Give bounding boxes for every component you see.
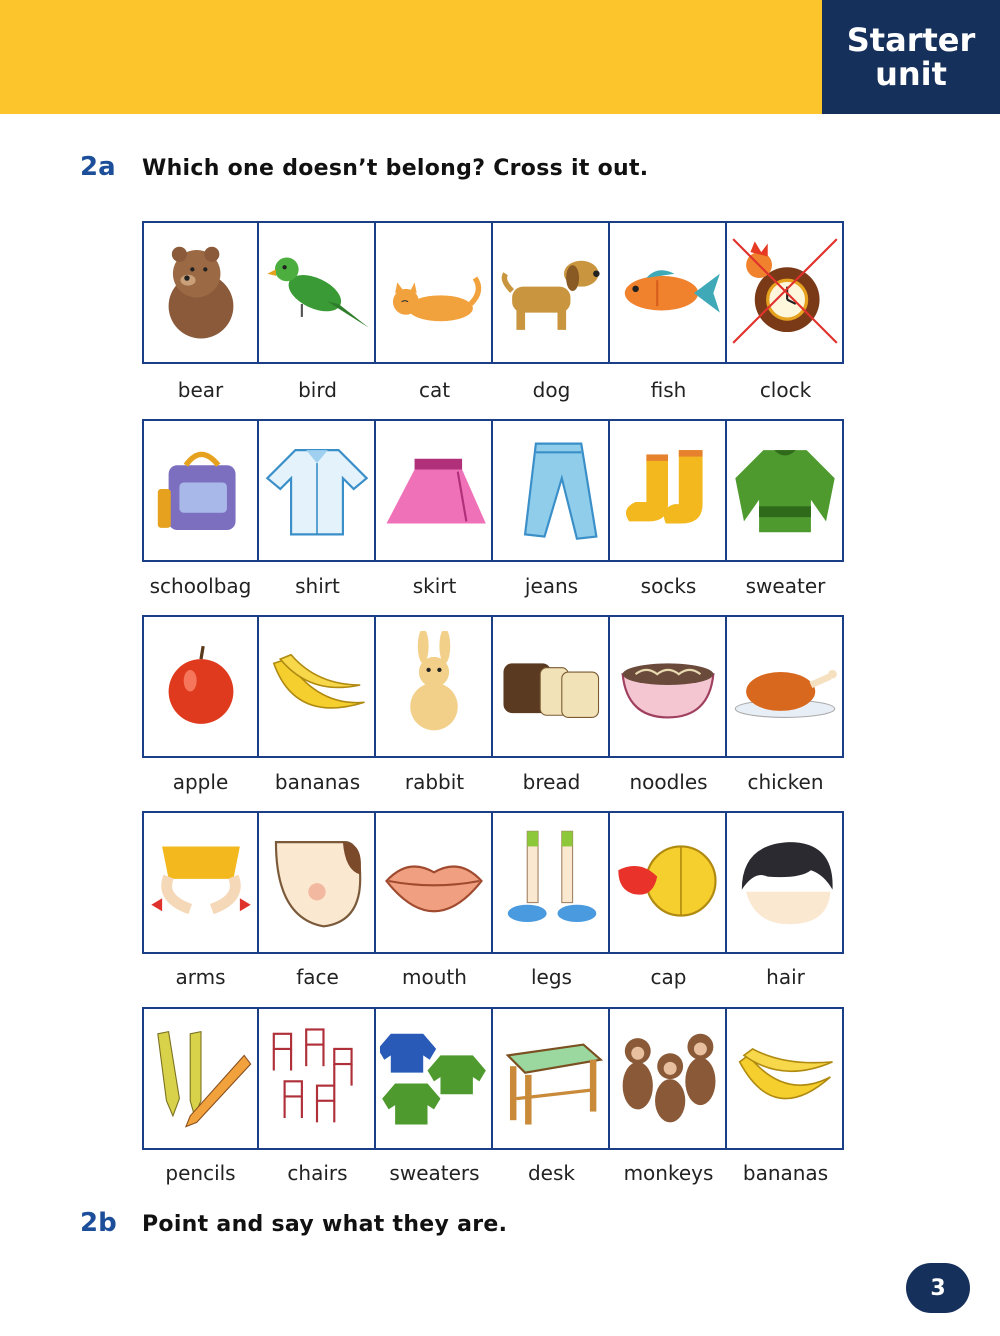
skirt-icon — [380, 435, 488, 547]
picture-row-5 — [142, 1007, 844, 1150]
picture-cell[interactable] — [259, 419, 376, 562]
picture-row-3 — [142, 615, 844, 758]
picture-label: clock — [759, 378, 812, 402]
chicken-icon — [731, 631, 839, 743]
noodles-icon — [614, 631, 722, 743]
sweaters-icon — [380, 1023, 488, 1135]
unit-title: Starter — [846, 21, 976, 59]
picture-label: fish — [650, 378, 687, 402]
desk-icon — [497, 1023, 605, 1135]
picture-label: jeans — [524, 574, 579, 598]
socks-icon — [614, 435, 722, 547]
picture-label: cat — [418, 378, 451, 402]
picture-cell[interactable] — [142, 221, 259, 364]
label-row-5 — [142, 1161, 844, 1185]
exercise-instruction: Which one doesn’t belong? Cross it out. — [142, 156, 649, 181]
picture-cell[interactable] — [727, 1007, 844, 1150]
schoolbag-icon — [147, 435, 255, 547]
picture-cell[interactable] — [610, 615, 727, 758]
picture-label: desk — [527, 1161, 575, 1185]
picture-cell[interactable] — [142, 811, 259, 954]
picture-label: socks — [640, 574, 697, 598]
label-row-2 — [142, 574, 844, 598]
picture-label: bananas — [742, 1161, 829, 1185]
picture-cell[interactable] — [610, 419, 727, 562]
unit-subtitle: unit — [875, 55, 947, 93]
bananas-icon — [731, 1023, 839, 1135]
picture-cell[interactable] — [610, 811, 727, 954]
picture-cell[interactable] — [376, 615, 493, 758]
picture-label: shirt — [295, 574, 340, 598]
label-row-4 — [142, 965, 844, 989]
picture-label: dog — [532, 378, 571, 402]
picture-cell[interactable] — [727, 221, 844, 364]
picture-label: face — [296, 965, 339, 989]
picture-label: bird — [298, 378, 337, 402]
picture-cell[interactable] — [259, 615, 376, 758]
picture-row-4 — [142, 811, 844, 954]
sweater-icon — [731, 435, 839, 547]
bird-icon — [263, 237, 371, 349]
shirt-icon — [263, 435, 371, 547]
monkeys-icon — [614, 1023, 722, 1135]
page-number: 3 — [906, 1263, 970, 1313]
arms-icon — [147, 827, 255, 939]
exercise-instruction: Point and say what they are. — [142, 1212, 508, 1237]
picture-cell[interactable] — [259, 811, 376, 954]
hair-icon — [731, 827, 839, 939]
exercise-2a-heading — [80, 152, 648, 182]
picture-cell[interactable] — [493, 221, 610, 364]
exercise-number: 2a — [80, 152, 116, 182]
jeans-icon — [497, 435, 605, 547]
picture-row-1 — [142, 221, 844, 364]
picture-label: skirt — [412, 574, 457, 598]
picture-cell[interactable] — [493, 811, 610, 954]
picture-cell[interactable] — [376, 221, 493, 364]
bananas-icon — [263, 631, 371, 743]
picture-label: arms — [175, 965, 226, 989]
picture-label: chairs — [287, 1161, 348, 1185]
picture-label: mouth — [402, 965, 467, 989]
picture-cell[interactable] — [493, 419, 610, 562]
picture-label: bear — [177, 378, 224, 402]
picture-cell[interactable] — [493, 615, 610, 758]
picture-label: bread — [522, 770, 581, 794]
picture-cell[interactable] — [727, 811, 844, 954]
picture-cell[interactable] — [727, 615, 844, 758]
bread-icon — [497, 631, 605, 743]
picture-row-2 — [142, 419, 844, 562]
picture-cell[interactable] — [142, 1007, 259, 1150]
picture-label: sweater — [745, 574, 826, 598]
picture-cell[interactable] — [727, 419, 844, 562]
chairs-icon — [263, 1023, 371, 1135]
rabbit-icon — [380, 631, 488, 743]
face-icon — [263, 827, 371, 939]
apple-icon — [147, 631, 255, 743]
picture-label: rabbit — [404, 770, 465, 794]
unit-badge — [822, 0, 1000, 114]
picture-cell[interactable] — [376, 1007, 493, 1150]
picture-cell[interactable] — [610, 1007, 727, 1150]
legs-icon — [497, 827, 605, 939]
picture-label: pencils — [165, 1161, 236, 1185]
exercise-2b-heading — [80, 1208, 507, 1238]
picture-cell[interactable] — [376, 419, 493, 562]
cat-icon — [380, 237, 488, 349]
picture-label: sweaters — [389, 1161, 480, 1185]
picture-label: schoolbag — [149, 574, 252, 598]
picture-label: hair — [766, 965, 805, 989]
picture-label: chicken — [747, 770, 824, 794]
label-row-1 — [142, 378, 844, 402]
picture-label: noodles — [629, 770, 708, 794]
picture-cell[interactable] — [259, 1007, 376, 1150]
picture-label: bananas — [274, 770, 361, 794]
dog-icon — [497, 237, 605, 349]
bear-icon — [147, 237, 255, 349]
picture-label: monkeys — [623, 1161, 714, 1185]
picture-cell[interactable] — [376, 811, 493, 954]
fish-icon — [614, 237, 722, 349]
picture-cell[interactable] — [142, 419, 259, 562]
picture-cell[interactable] — [142, 615, 259, 758]
picture-label: cap — [650, 965, 687, 989]
label-row-3 — [142, 770, 844, 794]
exercise-number: 2b — [80, 1208, 117, 1238]
picture-cell[interactable] — [259, 221, 376, 364]
clock-icon — [731, 237, 839, 349]
picture-cell[interactable] — [610, 221, 727, 364]
picture-cell[interactable] — [493, 1007, 610, 1150]
cap-icon — [614, 827, 722, 939]
picture-label: apple — [172, 770, 229, 794]
mouth-icon — [380, 827, 488, 939]
pencils-icon — [147, 1023, 255, 1135]
picture-label: legs — [531, 965, 572, 989]
header-bar — [0, 0, 822, 114]
